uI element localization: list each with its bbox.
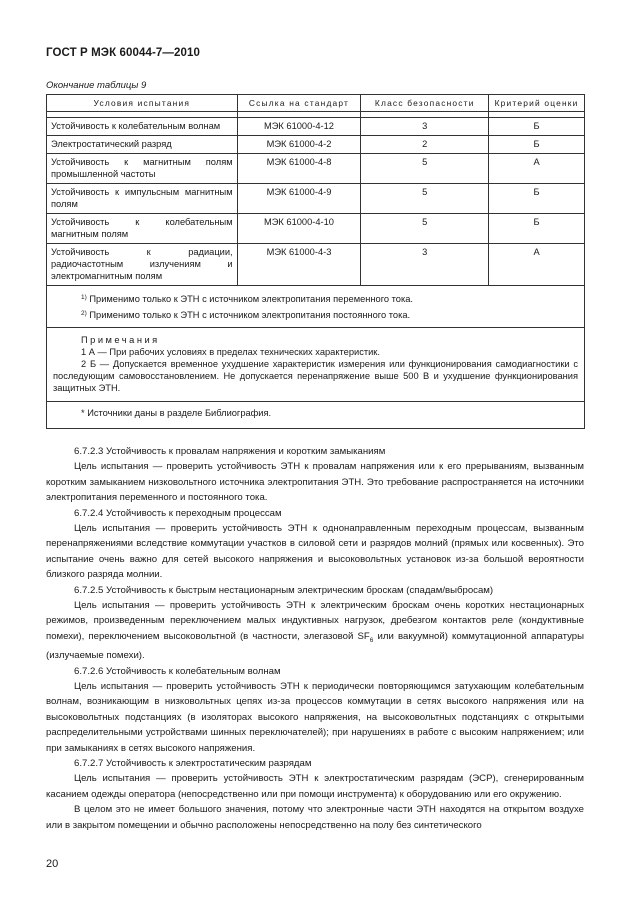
cell-condition: Устойчивость к радиации, радиочастотным излучениям и электромагнитным полям [47, 244, 238, 286]
section-heading: 6.7.2.7 Устойчивость к электростатическим разрядам [74, 758, 312, 770]
cell-criterion: Б [489, 214, 585, 244]
section-heading: 6.7.2.3 Устойчивость к провалам напряжения и коротким замыканиям [74, 446, 386, 457]
cell-class: 2 [361, 136, 489, 154]
paragraph: Цель испытания — проверить устойчивость ЭТН к однонаправленным переходным процессам, вызванным перенапряжениями вследствие коммутации участков в силовой сети и разрядов молний (прямых или косвенных). Это испытание очень важно для сетей высокого напряжения и высоковольтных установок из-за большой вероятности близкого разряда молнии. [46, 523, 584, 581]
paragraph-text-tail: или вакуумной) коммутационной аппаратуры (излучаемые помехи). [46, 630, 584, 662]
note-item: 2 Б — Допускается временное ухудшение характеристик измерения или функционирования самодиагностики с последующим самовосстановлением. Не допускается перенапряжение выше 500 В и ухудшение функционирования защитных ЭТН. [53, 359, 578, 393]
cell-criterion: Б [489, 136, 585, 154]
cell-condition: Устойчивость к колебательным магнитным полям [47, 214, 238, 244]
column-header-class: Класс безопасности [361, 95, 489, 112]
cell-standard: МЭК 61000-4-2 [237, 136, 361, 154]
cell-standard: МЭК 61000-4-3 [237, 244, 361, 286]
test-conditions-table [46, 94, 585, 429]
footnotes-row [47, 286, 585, 328]
footnote-2 [81, 308, 578, 321]
paragraph [46, 598, 584, 664]
table-row [47, 136, 585, 154]
cell-standard: МЭК 61000-4-10 [237, 214, 361, 244]
notes-heading: Примечания [81, 335, 160, 345]
cell-criterion: Б [489, 184, 585, 214]
cell-class: 3 [361, 118, 489, 136]
notes-cell [47, 328, 585, 402]
paragraph: Цель испытания — проверить устойчивость ЭТН к провалам напряжения или к его прерываниям, вызванным коротким замыканием низковольтного источника электропитания ЭТН. Это требование распространяется на источники электропитания переменного и постоянного тока. [46, 461, 584, 504]
source-note-cell: * Источники даны в разделе Библиография. [47, 402, 585, 429]
cell-criterion: Б [489, 118, 585, 136]
column-header-condition: Условия испытания [47, 95, 238, 112]
cell-standard: МЭК 61000-4-9 [237, 184, 361, 214]
cell-condition: Устойчивость к колебательным волнам [47, 118, 238, 136]
cell-condition: Электростатический разряд [47, 136, 238, 154]
table-row [47, 244, 585, 286]
source-row [47, 402, 585, 429]
cell-condition: Устойчивость к магнитным полям промышленной частоты [47, 154, 238, 184]
section-heading: 6.7.2.4 Устойчивость к переходным процессам [74, 507, 282, 519]
paragraph: Цель испытания — проверить устойчивость ЭТН к периодически повторяющимся затухающим колебательным волнам, возникающим в низковольтных цепях из-за процессов коммутации в сетях высокого напряжения или на высоковольтных подстанциях (в изоляторах высокого напряжения, на высоковольтных подстанциях с открытыми распределительными устройствами шинных переключателей); при нарушениях в работе с высоким напряжением; или при замыканиях в сетях высокого напряжения. [46, 681, 584, 754]
notes-row [47, 328, 585, 402]
cell-standard: МЭК 61000-4-8 [237, 154, 361, 184]
section-heading: 6.7.2.5 Устойчивость к быстрым нестационарным электрическим броскам (спадам/выбросам) [74, 584, 494, 596]
table-header-row [47, 95, 585, 112]
table-row [47, 154, 585, 184]
cell-criterion: А [489, 154, 585, 184]
footnote-mark: 1) [81, 294, 87, 301]
paragraph-text: Цель испытания — проверить устойчивость ЭТН к электрическим броскам очень коротких нестационарных режимов, произведенным переключением малых индуктивных нагрузок, дребезгом контактов реле (кондуктивные помехи), переключением высоковольтной (в частности, элегазовой SF [46, 600, 584, 642]
cell-condition: Устойчивость к импульсным магнитным полям [47, 184, 238, 214]
cell-standard: МЭК 61000-4-12 [237, 118, 361, 136]
footnote-text: Применимо только к ЭТН с источником электропитания постоянного тока. [86, 310, 411, 320]
cell-class: 5 [361, 154, 489, 184]
table-row [47, 118, 585, 136]
column-header-criterion: Критерий оценки [489, 95, 585, 112]
paragraph: Цель испытания — проверить устойчивость ЭТН к электростатическим разрядам (ЭСР), сгенерированным касанием одежды оператора (непосредственно или при помощи инструмента) к оборудованию или его окружению. [46, 773, 584, 800]
cell-class: 3 [361, 244, 489, 286]
table-row [47, 184, 585, 214]
footnote-1 [81, 292, 578, 305]
body-text [46, 444, 584, 833]
cell-class: 5 [361, 184, 489, 214]
paragraph: В целом это не имеет большого значения, потому что электронные части ЭТН находятся на открытом воздухе или в закрытом помещении и обычно расположены непосредственно на полу без синтетического [46, 804, 584, 831]
cell-criterion: А [489, 244, 585, 286]
note-item: 1 А — При рабочих условиях в пределах технических характеристик. [81, 347, 380, 357]
document-code-header: ГОСТ Р МЭК 60044-7—2010 [46, 47, 200, 59]
section-heading: 6.7.2.6 Устойчивость к колебательным волнам [74, 665, 281, 677]
page-number: 20 [46, 858, 59, 870]
table-caption: Окончание таблицы 9 [46, 80, 147, 91]
footnote-text: Применимо только к ЭТН с источником электропитания переменного тока. [86, 294, 413, 304]
subscript: 6 [369, 636, 374, 644]
table-row [47, 214, 585, 244]
footnotes-cell [47, 286, 585, 328]
column-header-standard: Ссылка на стандарт [237, 95, 361, 112]
cell-class: 5 [361, 214, 489, 244]
footnote-mark: 2) [81, 310, 87, 317]
